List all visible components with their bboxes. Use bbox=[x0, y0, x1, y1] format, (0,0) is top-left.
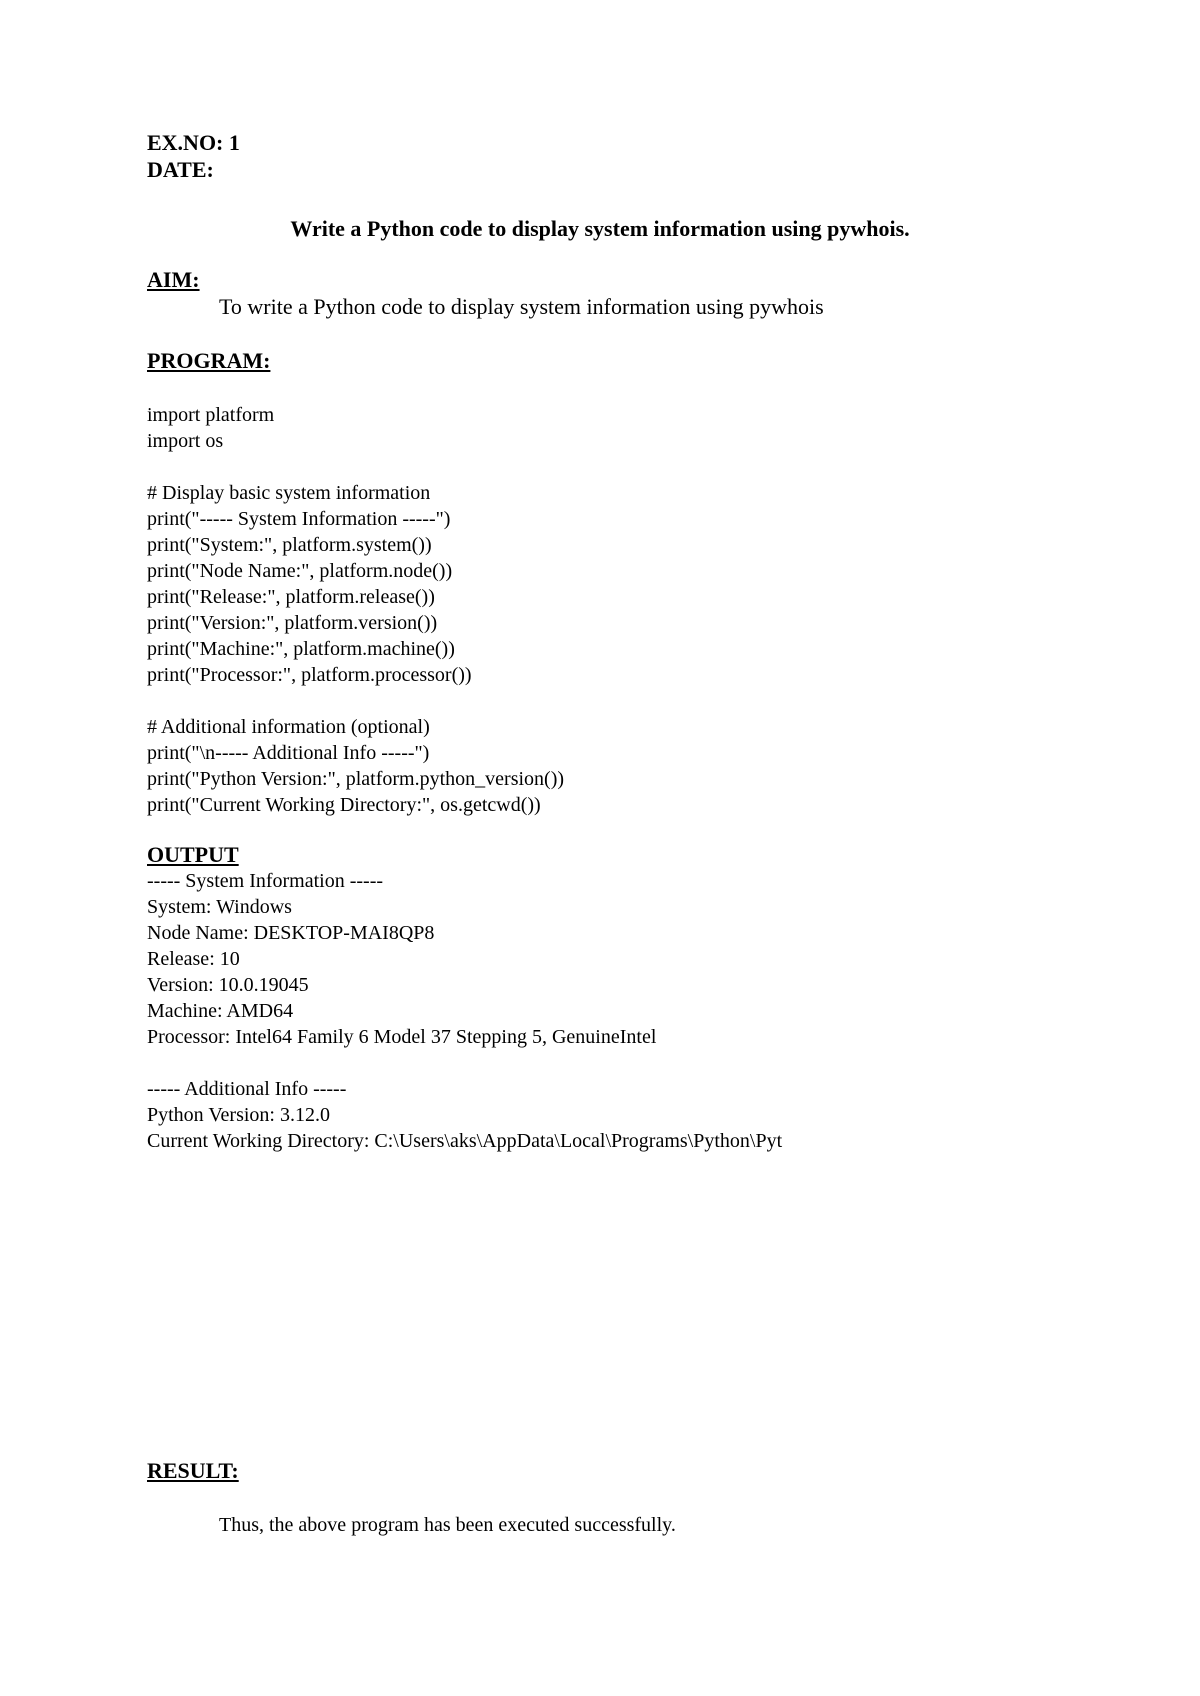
code-line: # Display basic system information bbox=[147, 482, 431, 504]
exercise-number: EX.NO: 1 bbox=[147, 130, 240, 155]
code-line: import platform bbox=[147, 404, 275, 426]
code-line: import os bbox=[147, 430, 224, 452]
date-label: DATE: bbox=[147, 157, 214, 182]
aim-text: To write a Python code to display system information using pywhois bbox=[219, 294, 824, 319]
result-text: Thus, the above program has been executed successfully. bbox=[219, 1514, 676, 1536]
output-line: ----- System Information ----- bbox=[147, 870, 384, 892]
code-line: print("Release:", platform.release()) bbox=[147, 586, 435, 608]
code-line: print("Machine:", platform.machine()) bbox=[147, 638, 455, 660]
code-line: # Additional information (optional) bbox=[147, 716, 430, 738]
aim-heading: AIM: bbox=[147, 267, 200, 292]
output-line: Python Version: 3.12.0 bbox=[147, 1104, 330, 1126]
result-heading: RESULT: bbox=[147, 1458, 239, 1483]
output-line: Machine: AMD64 bbox=[147, 1000, 294, 1022]
output-heading: OUTPUT bbox=[147, 842, 239, 867]
output-line: Current Working Directory: C:\Users\aks\AppData\Local\Programs\Python\Pyt bbox=[147, 1130, 783, 1152]
output-line: Version: 10.0.19045 bbox=[147, 974, 309, 996]
program-heading: PROGRAM: bbox=[147, 348, 271, 373]
output-line: Processor: Intel64 Family 6 Model 37 Stepping 5, GenuineIntel bbox=[147, 1026, 657, 1048]
code-line: print("Version:", platform.version()) bbox=[147, 612, 438, 634]
output-line: ----- Additional Info ----- bbox=[147, 1078, 347, 1100]
code-line: print("Python Version:", platform.python_version()) bbox=[147, 768, 565, 790]
code-line: print("Node Name:", platform.node()) bbox=[147, 560, 453, 582]
code-line: print("Processor:", platform.processor()) bbox=[147, 664, 472, 686]
output-line: Release: 10 bbox=[147, 948, 240, 970]
output-line: System: Windows bbox=[147, 896, 292, 918]
code-line: print("System:", platform.system()) bbox=[147, 534, 432, 556]
code-line: print("Current Working Directory:", os.getcwd()) bbox=[147, 794, 541, 816]
code-line: print("----- System Information -----") bbox=[147, 508, 451, 530]
code-line: print("\n----- Additional Info -----") bbox=[147, 742, 430, 764]
output-line: Node Name: DESKTOP-MAI8QP8 bbox=[147, 922, 435, 944]
document-title: Write a Python code to display system information using pywhois. bbox=[290, 216, 910, 241]
